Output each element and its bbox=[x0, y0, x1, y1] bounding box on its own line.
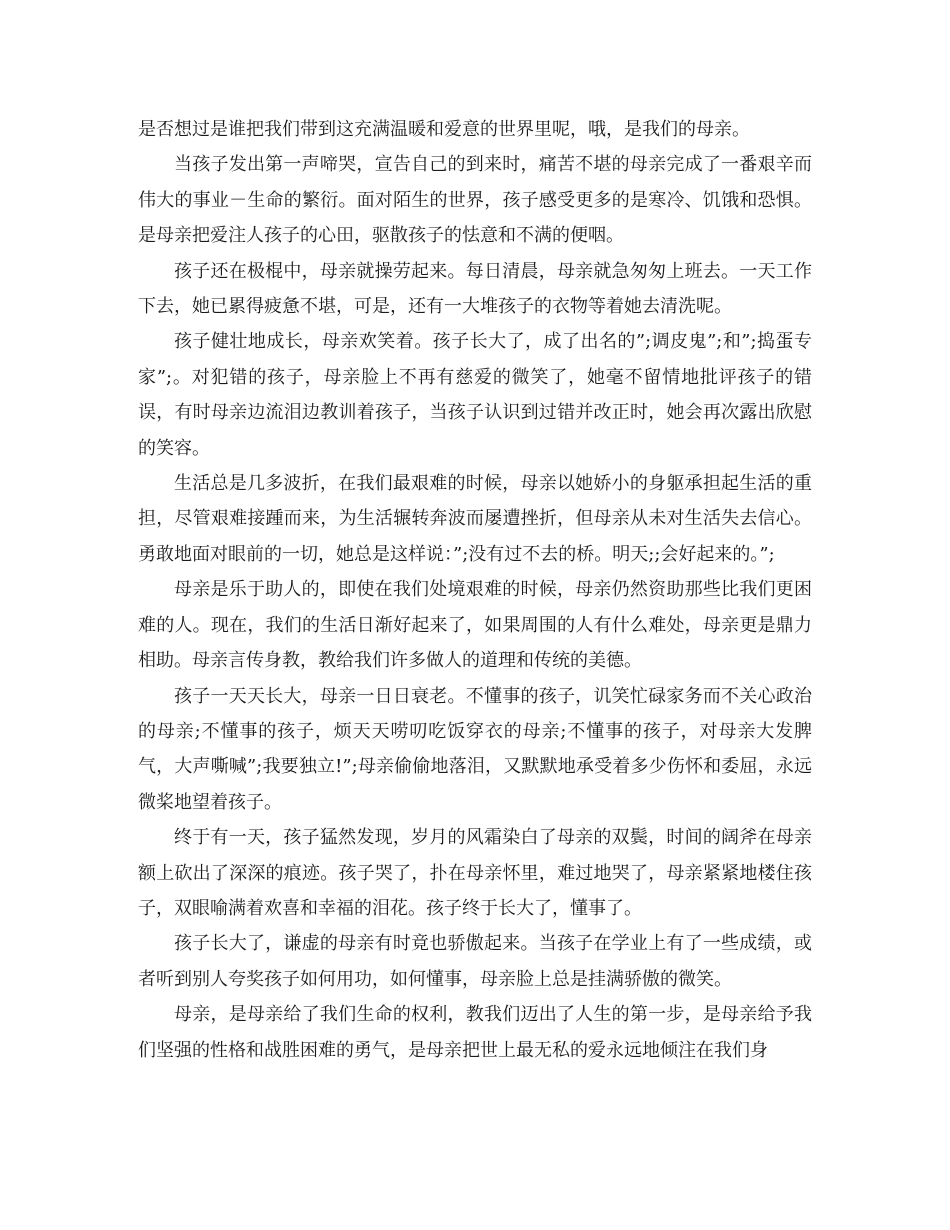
paragraph-6: 母亲是乐于助人的，即使在我们处境艰难的时候，母亲仍然资助那些比我们更困难的人。现在，我们的生活日渐好起来了，如果周围的人有什么难处，母亲更是鼎力相助。母亲言传身教，教给我们许多做人的道理和传统的美德。 bbox=[138, 579, 812, 672]
paragraph-7: 孩子一天天长大，母亲一日日衰老。不懂事的孩子，讥笑忙碌家务而不关心政治的母亲;不懂事的孩子，烦天天唠叨吃饭穿衣的母亲;不懂事的孩子，对母亲大发脾气，大声嘶喊”;我要独立!”;母亲偷偷地落泪，又默默地承受着多少伤怀和委屈，永远微桨地望着孩子。 bbox=[138, 685, 812, 813]
paragraph-5: 生活总是几多波折，在我们最艰难的时候，母亲以她娇小的身躯承担起生活的重担，尽管艰难接踵而来，为生活辗转奔波而屡遭挫折，但母亲从未对生活失去信心。勇敢地面对眼前的一切，她总是这样说：”;没有过不去的桥。明天;;会好起来的。”; bbox=[138, 473, 812, 565]
paragraph-3: 孩子还在极棍中，母亲就操劳起来。每日清晨，母亲就急匆匆上班去。一天工作下去，她已累得疲惫不堪，可是，还有一大堆孩子的衣物等着她去清洗呢。 bbox=[138, 260, 812, 318]
paragraph-8: 终于有一天，孩子猛然发现，岁月的风霜染白了母亲的双鬓，时间的阔斧在母亲额上砍出了深深的痕迹。孩子哭了，扑在母亲怀里，难过地哭了，母亲紧紧地楼住孩子，双眼喻满着欢喜和幸福的泪花。孩子终于长大了，懂事了。 bbox=[138, 827, 812, 919]
paragraph-4: 孩子健壮地成长，母亲欢笑着。孩子长大了，成了出名的”;调皮鬼”;和”;捣蛋专家”;。对犯错的孩子，母亲脸上不再有慈爱的微笑了，她毫不留情地批评孩子的错误，有时母亲边流泪边教训着孩子，当孩子认识到过错并改正时，她会再次露出欣慰的笑容。 bbox=[138, 331, 812, 459]
paragraph-2: 当孩子发出第一声啼哭，宣告自己的到来时，痛苦不堪的母亲完成了一番艰辛而伟大的事业－生命的繁衍。面对陌生的世界，孩子感受更多的是寒冷、饥饿和恐惧。是母亲把爱注人孩子的心田，驱散孩子的怯意和不满的便咽。 bbox=[138, 154, 812, 247]
paragraph-1: 是否想过是谁把我们带到这充满温暖和爱意的世界里呢，哦，是我们的母亲。 bbox=[138, 119, 750, 140]
paragraph-9: 孩子长大了，谦虚的母亲有时竟也骄傲起来。当孩子在学业上有了一些成绩，或者听到别人夸奖孩子如何用功，如何懂事，母亲脸上总是挂满骄傲的微笑。 bbox=[138, 933, 812, 990]
article-body bbox=[138, 112, 812, 1068]
paragraph-10: 母亲，是母亲给了我们生命的权利，教我们迈出了人生的第一步，是母亲给予我们坚强的性格和战胜困难的勇气，是母亲把世上最无私的爱永远地倾注在我们身 bbox=[138, 1004, 812, 1061]
